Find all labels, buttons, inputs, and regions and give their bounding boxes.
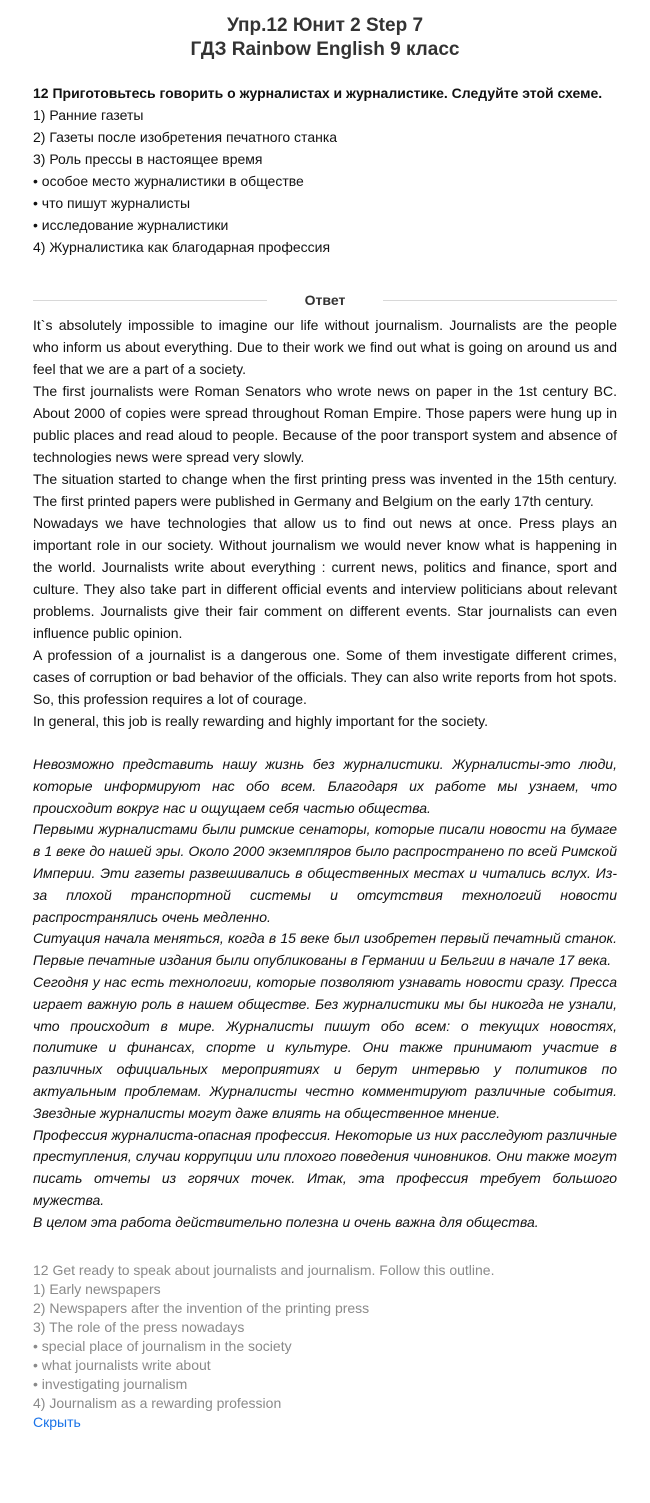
page-title xyxy=(33,14,617,62)
task-item: • исследование журналистики xyxy=(33,217,229,233)
task-block xyxy=(33,82,617,258)
task-item: • что пишут журналисты xyxy=(33,195,191,211)
english-task-item: 1) Early newspapers xyxy=(33,1280,161,1297)
translation-text xyxy=(33,754,617,1234)
english-task-item: 4) Journalism as a rewarding profession xyxy=(33,1394,282,1411)
answer-paragraph: In general, this job is really rewarding and highly important for the society. xyxy=(33,713,488,729)
english-task-item: 2) Newspapers after the invention of the printing press xyxy=(33,1299,370,1316)
english-task-block xyxy=(33,1261,617,1432)
answer-paragraph: The situation started to change when the first printing press was invented in the 15th century. The first printed papers were published in Germany and Belgium on the early 17th century. xyxy=(33,471,617,509)
answer-label: Ответ xyxy=(304,292,346,308)
divider-line-right xyxy=(383,300,617,301)
translation-paragraph: В целом эта работа действительно полезна и очень важна для общества. xyxy=(33,1213,539,1230)
translation-paragraph: Сегодня у нас есть технологии, которые позволяют узнавать новости сразу. Пресса играет важную роль в нашем обществе. Без журналистики мы бы никогда не узнали, что происходит в мире. Журналисты пишут обо всем: о текущих новостях, политике и финансах, спорте и культуре. Они также принимают участие в различных официальных мероприятиях и берут интервью у политиков по актуальным проблемам. Журналисты честно комментируют различные события. Звездные журналисты могут даже влиять на общественное мнение. xyxy=(33,973,617,1121)
answer-paragraph: A profession of a journalist is a dangerous one. Some of them investigate different crimes, cases of corruption or bad behavior of the officials. They can also write reports from hot spots. So, this profession requires a lot of courage. xyxy=(33,647,617,707)
title-line-2: ГДЗ Rainbow English 9 класс xyxy=(190,39,460,60)
answer-paragraph: It`s absolutely impossible to imagine our life without journalism. Journalists are the people who inform us about everything. Due to their work we find out what is going on around us and feel that we are a part of a society. xyxy=(33,317,617,377)
english-task-item: 3) The role of the press nowadays xyxy=(33,1318,245,1335)
task-item: 4) Журналистика как благодарная профессия xyxy=(33,239,331,255)
answer-paragraph: The first journalists were Roman Senators who wrote news on paper in the 1st century BC. About 2000 of copies were spread throughout Roman Empire. Those papers were hung up in public places and read aloud to people. Because of the poor transport system and absence of technologies news were spread very slowly. xyxy=(33,383,617,465)
english-task-heading: 12 Get ready to speak about journalists and journalism. Follow this outline. xyxy=(33,1261,495,1278)
hide-link[interactable]: Скрыть xyxy=(33,1413,81,1430)
answer-divider xyxy=(33,290,617,310)
task-item: • особое место журналистики в обществе xyxy=(33,173,304,189)
title-line-1: Упр.12 Юнит 2 Step 7 xyxy=(226,15,424,36)
task-item: 1) Ранние газеты xyxy=(33,107,144,123)
page-content xyxy=(33,0,617,1432)
task-item: 2) Газеты после изобретения печатного станка xyxy=(33,129,338,145)
english-task-item: • investigating journalism xyxy=(33,1375,188,1392)
task-heading: 12 Приготовьтесь говорить о журналистах и журналистике. Следуйте этой схеме. xyxy=(33,85,603,101)
english-task-item: • what journalists write about xyxy=(33,1356,211,1373)
task-item: 3) Роль прессы в настоящее время xyxy=(33,151,263,167)
translation-paragraph: Профессия журналиста-опасная профессия. Некоторые из них расследуют различные преступления, случаи коррупции или плохого поведения чиновников. Они также могут писать отчеты из горячих точек. Итак, эта профессия требует большого мужества. xyxy=(33,1126,617,1208)
translation-paragraph: Ситуация начала меняться, когда в 15 веке был изобретен первый печатный станок. Первые печатные издания были опубликованы в Германии и Бельгии в начале 17 века. xyxy=(33,930,617,969)
translation-paragraph: Невозможно представить нашу жизнь без журналистики. Журналисты-это люди, которые информируют нас обо всем. Благодаря их работе мы узнаем, что происходит вокруг нас и ощущаем себя частью общества. xyxy=(33,756,617,816)
answer-text xyxy=(33,314,617,732)
answer-paragraph: Nowadays we have technologies that allow us to find out news at once. Press plays an important role in our society. Without journalism we would never know what is happening in the world. Journalists write about everything : current news, politics and finance, sport and culture. They also take part in different official events and interview politicians about relevant problems. Journalists give their fair comment on different events. Star journalists can even influence public opinion. xyxy=(33,515,617,641)
translation-paragraph: Первыми журналистами были римские сенаторы, которые писали новости на бумаге в 1 веке до нашей эры. Около 2000 экземпляров было распространено по всей Римской Империи. Эти газеты развешивались в общественных местах и читались вслух. Из-за плохой транспортной системы и отсутствия технологий новости распространялись очень медленно. xyxy=(33,821,617,925)
english-task-item: • special place of journalism in the society xyxy=(33,1337,292,1354)
